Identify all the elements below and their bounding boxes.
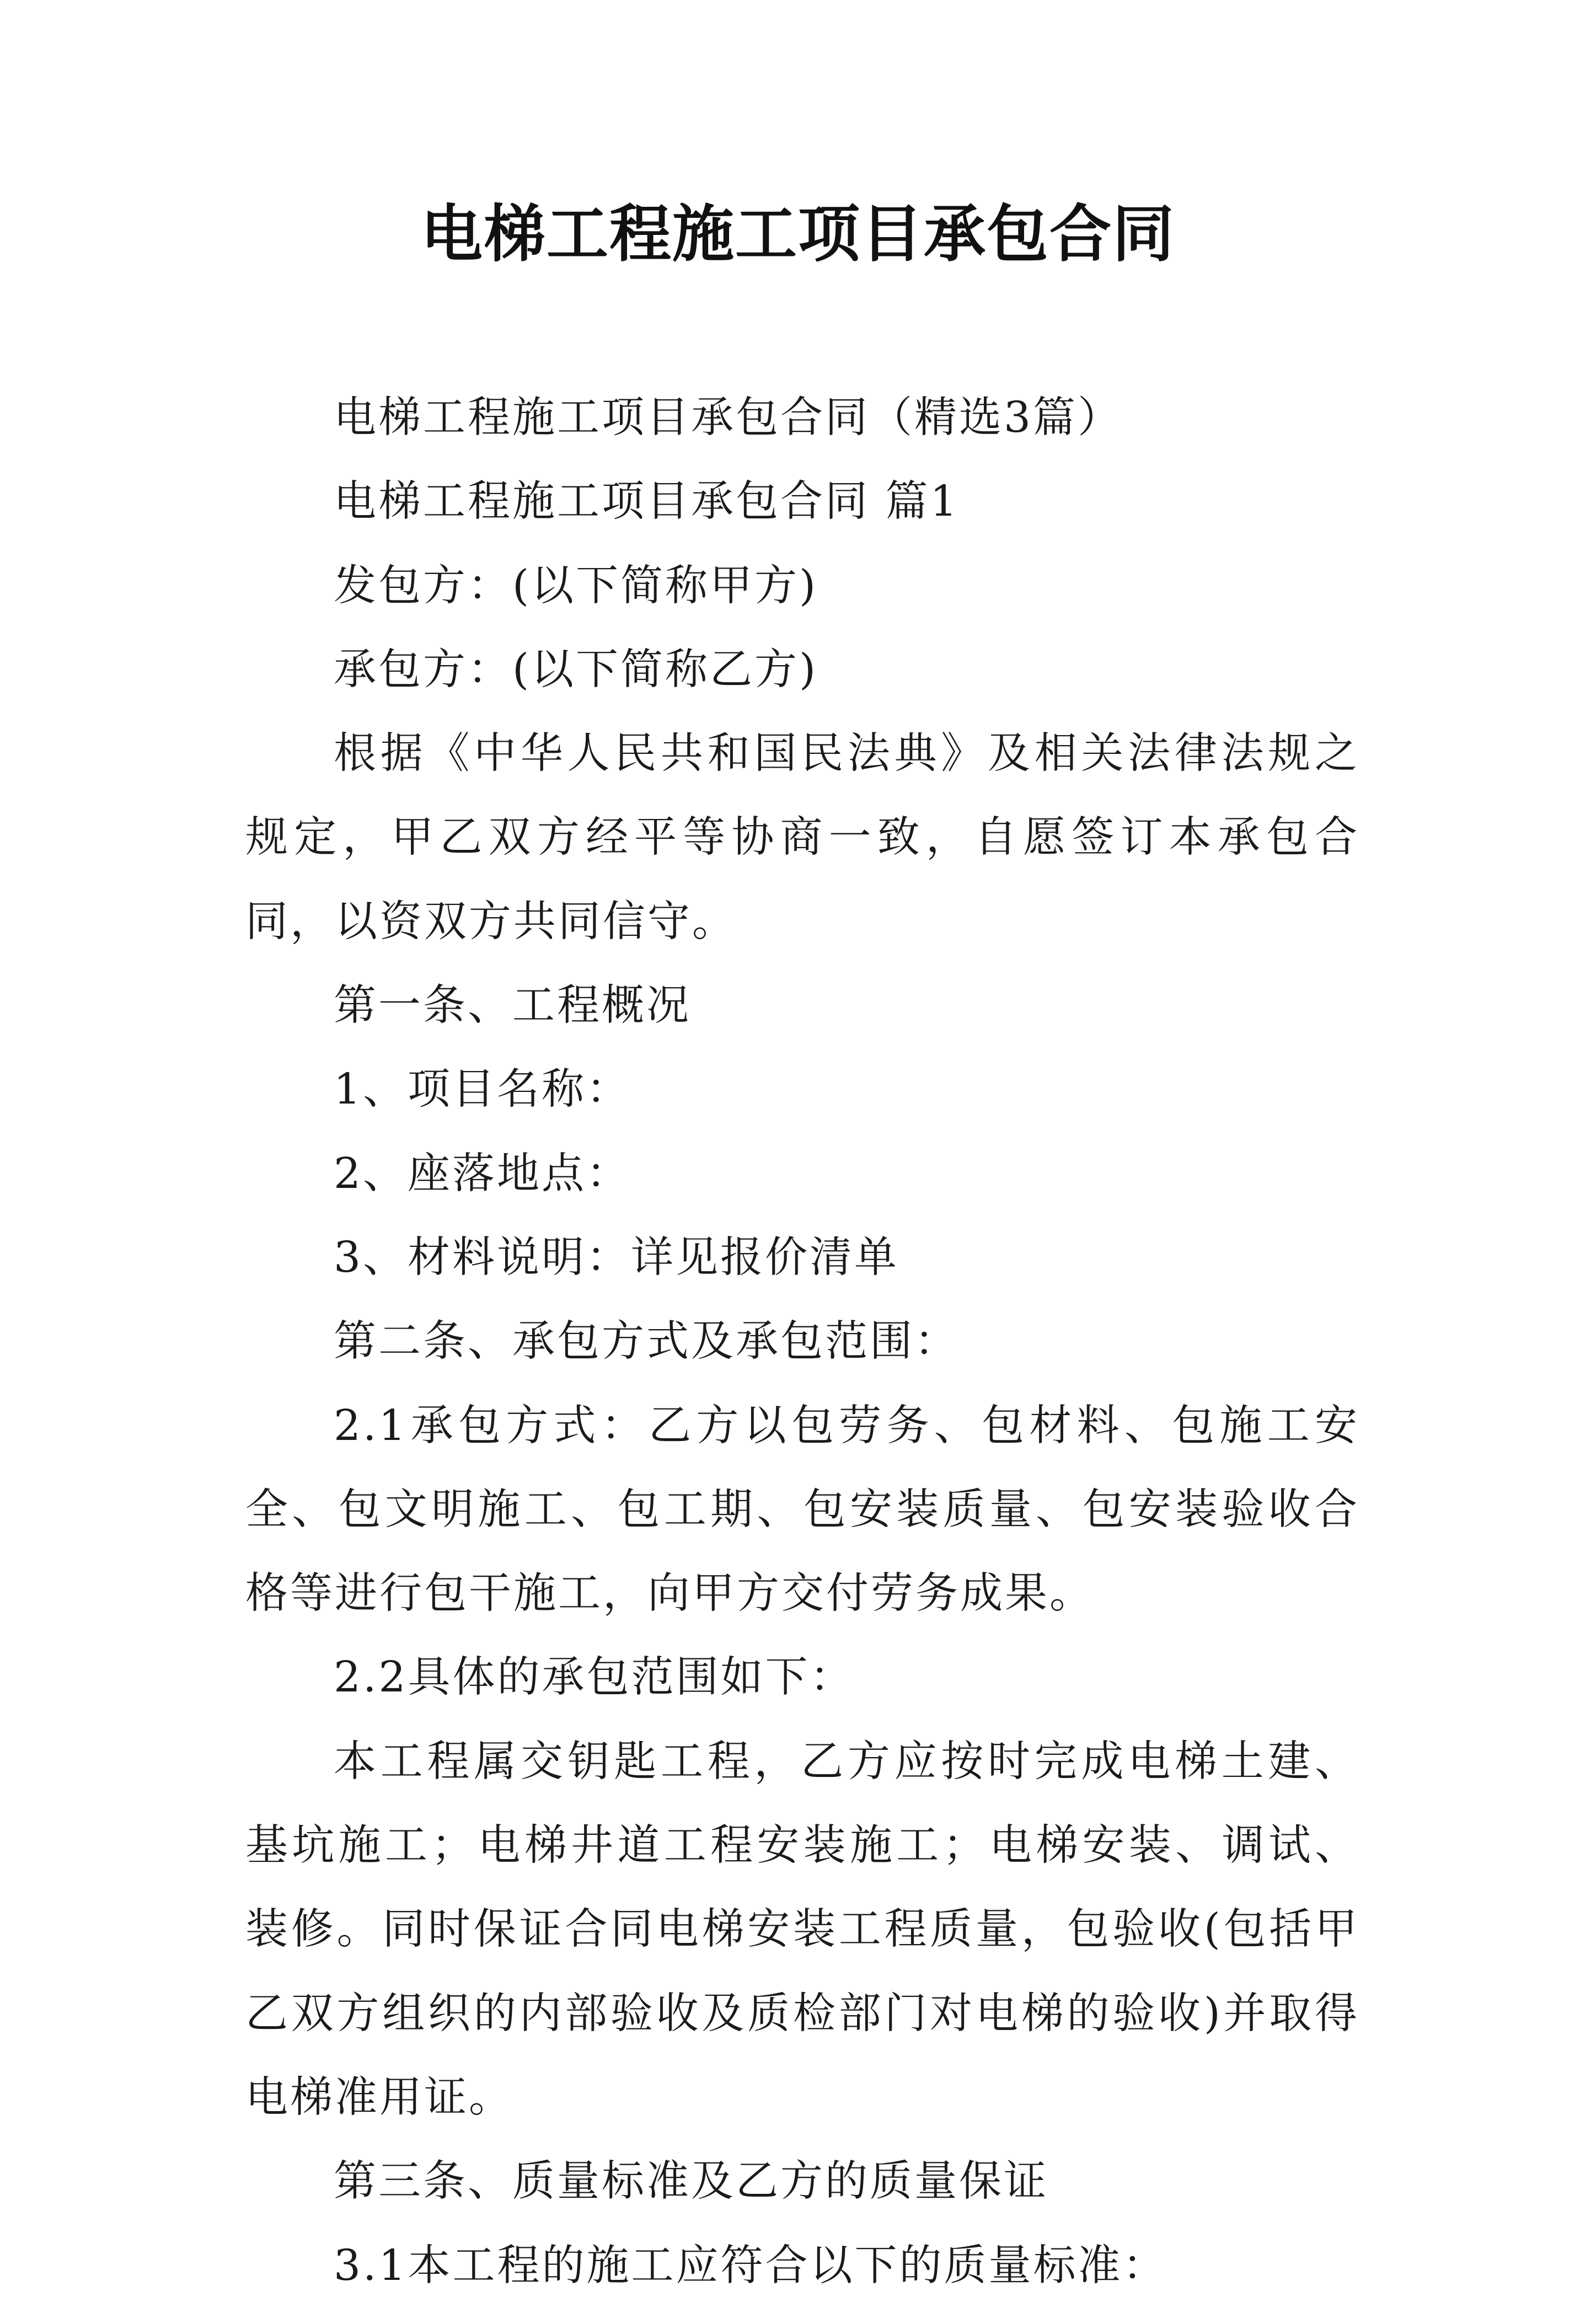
document-title: 电梯工程施工项目承包合同 [421, 199, 1175, 270]
paragraph-collection-title: 电梯工程施工项目承包合同（精选3篇） [334, 393, 1122, 442]
paragraph-preamble: 根据《中华人民共和国民法典》及相关法律法规之规定，甲乙双方经平等协商一致，自愿签订本承包合同，以资双方共同信守。 [245, 729, 1359, 946]
paragraph-article-2-heading: 第二条、承包方式及承包范围： [334, 1317, 959, 1367]
paragraph-scope-heading: 2.2具体的承包范围如下： [334, 1653, 855, 1702]
paragraph-location: 2、座落地点： [334, 1149, 631, 1198]
paragraph-party-a: 发包方：(以下简称甲方) [334, 561, 818, 611]
paragraph-contract-method: 2.1承包方式：乙方以包劳务、包材料、包施工安全、包文明施工、包工期、包安装质量、包安装验收合格等进行包干施工，向甲方交付劳务成果。 [245, 1401, 1359, 1619]
paragraph-quality-standard: 3.1本工程的施工应符合以下的质量标准： [334, 2241, 1167, 2290]
paragraph-article-3-heading: 第三条、质量标准及乙方的质量保证 [334, 2157, 1048, 2207]
paragraph-materials: 3、材料说明：详见报价清单 [334, 1233, 899, 1282]
paragraph-project-name: 1、项目名称： [334, 1065, 631, 1115]
paragraph-article-1-heading: 第一条、工程概况 [334, 981, 691, 1031]
paragraph-scope-detail: 本工程属交钥匙工程，乙方应按时完成电梯土建、基坑施工；电梯井道工程安装施工；电梯安装、调试、装修。同时保证合同电梯安装工程质量，包验收(包括甲乙双方组织的内部验收及质检部门对电梯的验收)并取得电梯准用证。 [245, 1737, 1359, 2122]
document-body [245, 376, 1359, 2308]
paragraph-party-b: 承包方：(以下简称乙方) [334, 645, 818, 694]
paragraph-part-heading: 电梯工程施工项目承包合同 篇1 [334, 477, 960, 527]
